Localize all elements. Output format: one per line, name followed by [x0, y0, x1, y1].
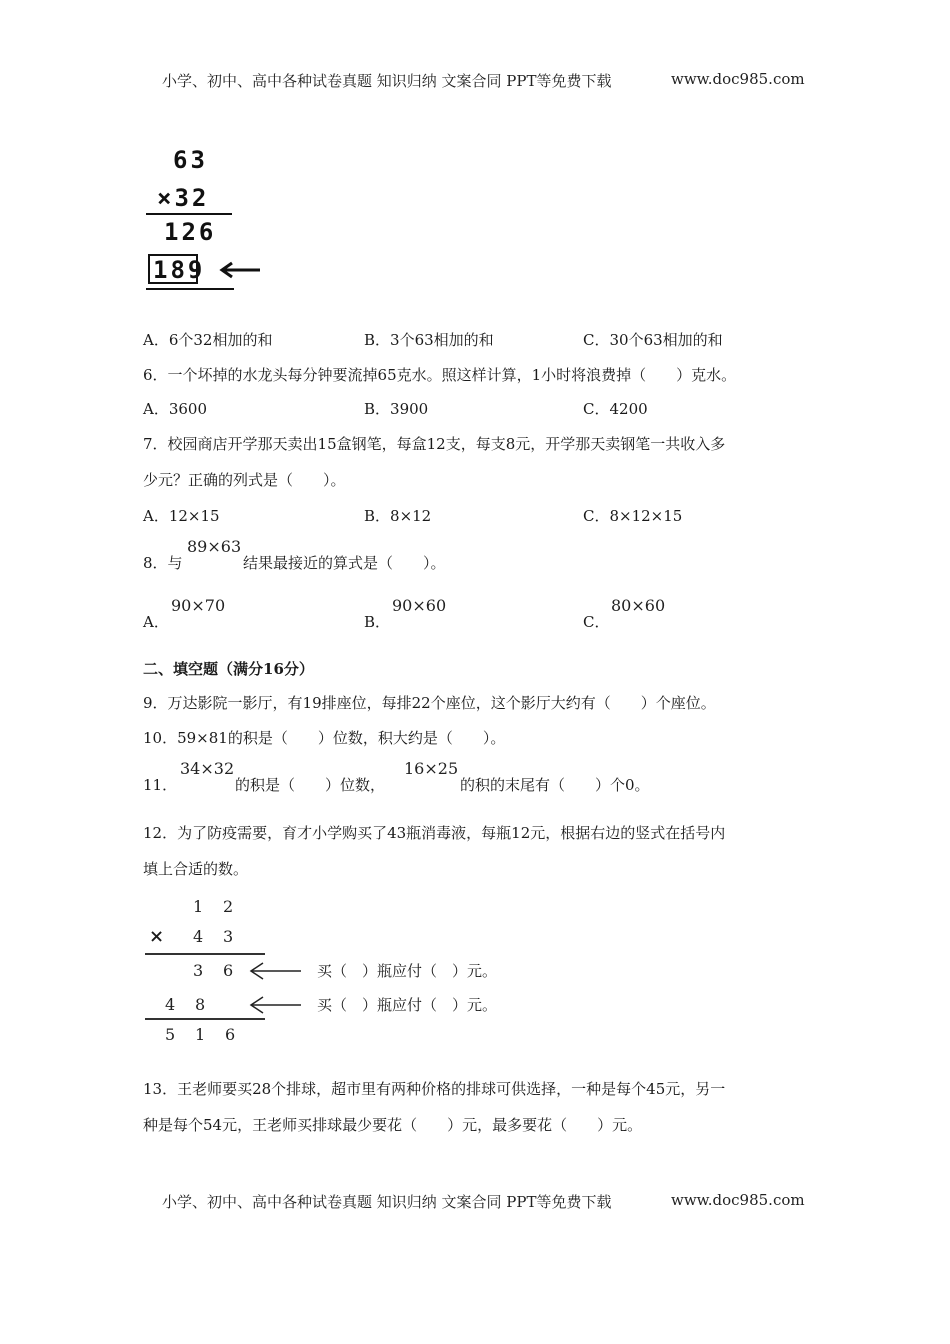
- q5-option-a[interactable]: A．6个32相加的和: [143, 331, 273, 349]
- q7-stem-line2: 少元？正确的列式是（ ）。: [143, 471, 346, 489]
- q6-option-a[interactable]: A．3600: [143, 400, 208, 418]
- q7-stem-line1: 7．校园商店开学那天卖出15盒钢笔，每盒12支，每支8元，开学那天卖钢笔一共收入多: [143, 435, 726, 453]
- q8-option-a-label[interactable]: A．: [143, 613, 169, 631]
- q12-note1: 买（ ）瓶应付（ ）元。: [317, 962, 498, 980]
- header-link[interactable]: www.doc985.com: [671, 70, 805, 88]
- section-title: 二、填空题（满分16分）: [143, 660, 314, 678]
- footer-link[interactable]: www.doc985.com: [671, 1191, 805, 1209]
- q6-option-c[interactable]: C．4200: [583, 400, 648, 418]
- left-arrow-icon: [216, 260, 262, 280]
- q11-prefix: 11．: [143, 776, 178, 794]
- q12-row1-digit: 1: [193, 897, 204, 916]
- footer-text: 小学、初中、高中各种试卷真题 知识归纳 文案合同 PPT等免费下载: [162, 1193, 612, 1211]
- q5-figure: [140, 140, 270, 300]
- q12-row2-digit: 4: [193, 927, 204, 946]
- q12-line2: 填上合适的数。: [143, 860, 249, 878]
- q5-line1: 63: [173, 146, 208, 174]
- q13-line1: 13．王老师要买28个排球，超市里有两种价格的排球可供选择，一种是每个45元，另一: [143, 1080, 726, 1098]
- left-arrow-icon: [247, 995, 303, 1015]
- q8-option-a-expr[interactable]: 90×70: [171, 596, 226, 615]
- q7-option-b[interactable]: B．8×12: [364, 507, 432, 525]
- q12-rule1: [145, 953, 265, 955]
- q8-option-c-expr[interactable]: 80×60: [611, 596, 666, 615]
- q12-line1: 12．为了防疫需要，育才小学购买了43瓶消毒液，每瓶12元，根据右边的竖式在括号内: [143, 824, 726, 842]
- q5-option-c[interactable]: C．30个63相加的和: [583, 331, 723, 349]
- q12-row2-digit: 3: [223, 927, 234, 946]
- q12-row4-digit: 8: [195, 995, 206, 1014]
- q5-line3: 126: [164, 218, 217, 246]
- q13-line2: 种是每个54元，王老师买排球最少要花（ ）元，最多要花（ ）元。: [143, 1116, 643, 1134]
- header-text: 小学、初中、高中各种试卷真题 知识归纳 文案合同 PPT等免费下载: [162, 72, 612, 90]
- q8-suffix: 结果最接近的算式是（ ）。: [243, 554, 446, 572]
- q12-row3-digit: 6: [223, 961, 234, 980]
- q11-expression-1: 34×32: [180, 759, 235, 778]
- q7-option-c[interactable]: C．8×12×15: [583, 507, 683, 525]
- q8-option-c-label[interactable]: C．: [583, 613, 610, 631]
- q12-rule2: [145, 1018, 265, 1020]
- q8-expression: 89×63: [187, 537, 242, 556]
- q5-line2: ×32: [157, 184, 210, 212]
- q11-middle: 的积是（ ）位数，: [235, 776, 386, 794]
- left-arrow-icon: [247, 961, 303, 981]
- q12-row5-digit: 1: [195, 1025, 206, 1044]
- q11-suffix: 的积的末尾有（ ）个0。: [460, 776, 650, 794]
- q9-text: 9．万达影院一影厅，有19排座位，每排22个座位，这个影厅大约有（ ）个座位。: [143, 694, 716, 712]
- q5-boxed-partial: 189: [148, 254, 198, 284]
- q12-row4-digit: 4: [165, 995, 176, 1014]
- q12-note2: 买（ ）瓶应付（ ）元。: [317, 996, 498, 1014]
- q8-prefix: 8．与: [143, 554, 183, 572]
- q12-row5-digit: 6: [225, 1025, 236, 1044]
- q5-option-b[interactable]: B．3个63相加的和: [364, 331, 494, 349]
- q10-text: 10．59×81的积是（ ）位数，积大约是（ ）。: [143, 729, 506, 747]
- q6-stem: 6．一个坏掉的水龙头每分钟要流掉65克水。照这样计算，1小时将浪费掉（ ）克水。: [143, 366, 737, 384]
- q5-rule1: [146, 213, 232, 215]
- q8-option-b-expr[interactable]: 90×60: [392, 596, 447, 615]
- q12-row5-digit: 5: [165, 1025, 176, 1044]
- q8-option-b-label[interactable]: B．: [364, 613, 391, 631]
- q7-option-a[interactable]: A．12×15: [143, 507, 220, 525]
- q12-row3-digit: 3: [193, 961, 204, 980]
- q11-expression-2: 16×25: [404, 759, 459, 778]
- q12-row1-digit: 2: [223, 897, 234, 916]
- q12-vertical-calc: [140, 893, 560, 1053]
- q5-rule2: [146, 288, 234, 290]
- times-icon: ×: [149, 926, 165, 947]
- q6-option-b[interactable]: B．3900: [364, 400, 429, 418]
